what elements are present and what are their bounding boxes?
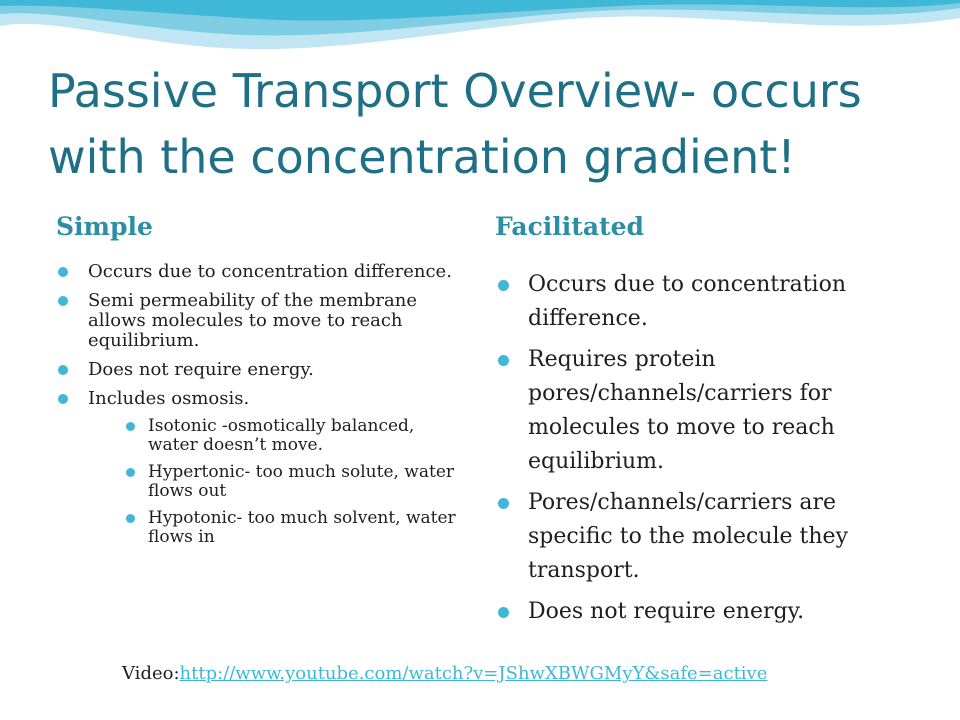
list-item [58,360,458,380]
bullet-icon [126,468,135,477]
list-item [58,389,458,547]
video-label: Video: [122,663,180,684]
bullet-icon [498,498,509,509]
bullet-text: Does not require energy. [88,359,314,380]
sub-list-item [126,509,458,547]
bullet-icon [58,267,68,277]
bullet-text: Requires protein pores/channels/carriers for molecules to move to reach equilibrium. [528,347,835,474]
video-line [122,663,767,684]
bullet-icon [498,607,509,618]
list-item [498,343,918,479]
sub-list-item [126,463,458,501]
sub-bullet-text: Hypotonic- too much solvent, water flows in [148,508,456,547]
bullet-icon [58,296,68,306]
facilitated-heading: Facilitated [495,212,644,241]
bullet-text: Occurs due to concentration difference. [528,272,847,331]
list-item [498,268,918,336]
bullet-icon [58,394,68,404]
bullet-icon [126,422,135,431]
video-link[interactable]: http://www.youtube.com/watch?v=JShwXBWGMyY&safe=active [179,663,768,684]
sub-bullet-text: Isotonic -osmotically balanced, water doesn’t move. [148,416,415,455]
simple-heading: Simple [56,212,153,241]
simple-bullet-list [58,262,458,556]
sub-list-item [126,417,458,455]
bullet-text: Pores/channels/carriers are specific to the molecule they transport. [528,490,848,583]
list-item [58,291,458,351]
slide-title: Passive Transport Overview- occurs with the concentration gradient! [48,64,862,184]
list-item [498,595,918,629]
bullet-text: Occurs due to concentration difference. [88,261,452,282]
bullet-text: Does not require energy. [528,599,805,624]
osmosis-sub-list [88,417,458,547]
facilitated-bullet-list [498,268,918,636]
sub-bullet-text: Hypertonic- too much solute, water flows out [148,462,455,501]
list-item [498,486,918,588]
header-wave-decoration [0,0,960,60]
bullet-icon [498,355,509,366]
bullet-text: Semi permeability of the membrane allows molecules to move to reach equilibrium. [88,290,417,351]
list-item [58,262,458,282]
bullet-icon [58,365,68,375]
bullet-icon [126,514,135,523]
bullet-text: Includes osmosis. [88,388,250,409]
bullet-icon [498,280,509,291]
